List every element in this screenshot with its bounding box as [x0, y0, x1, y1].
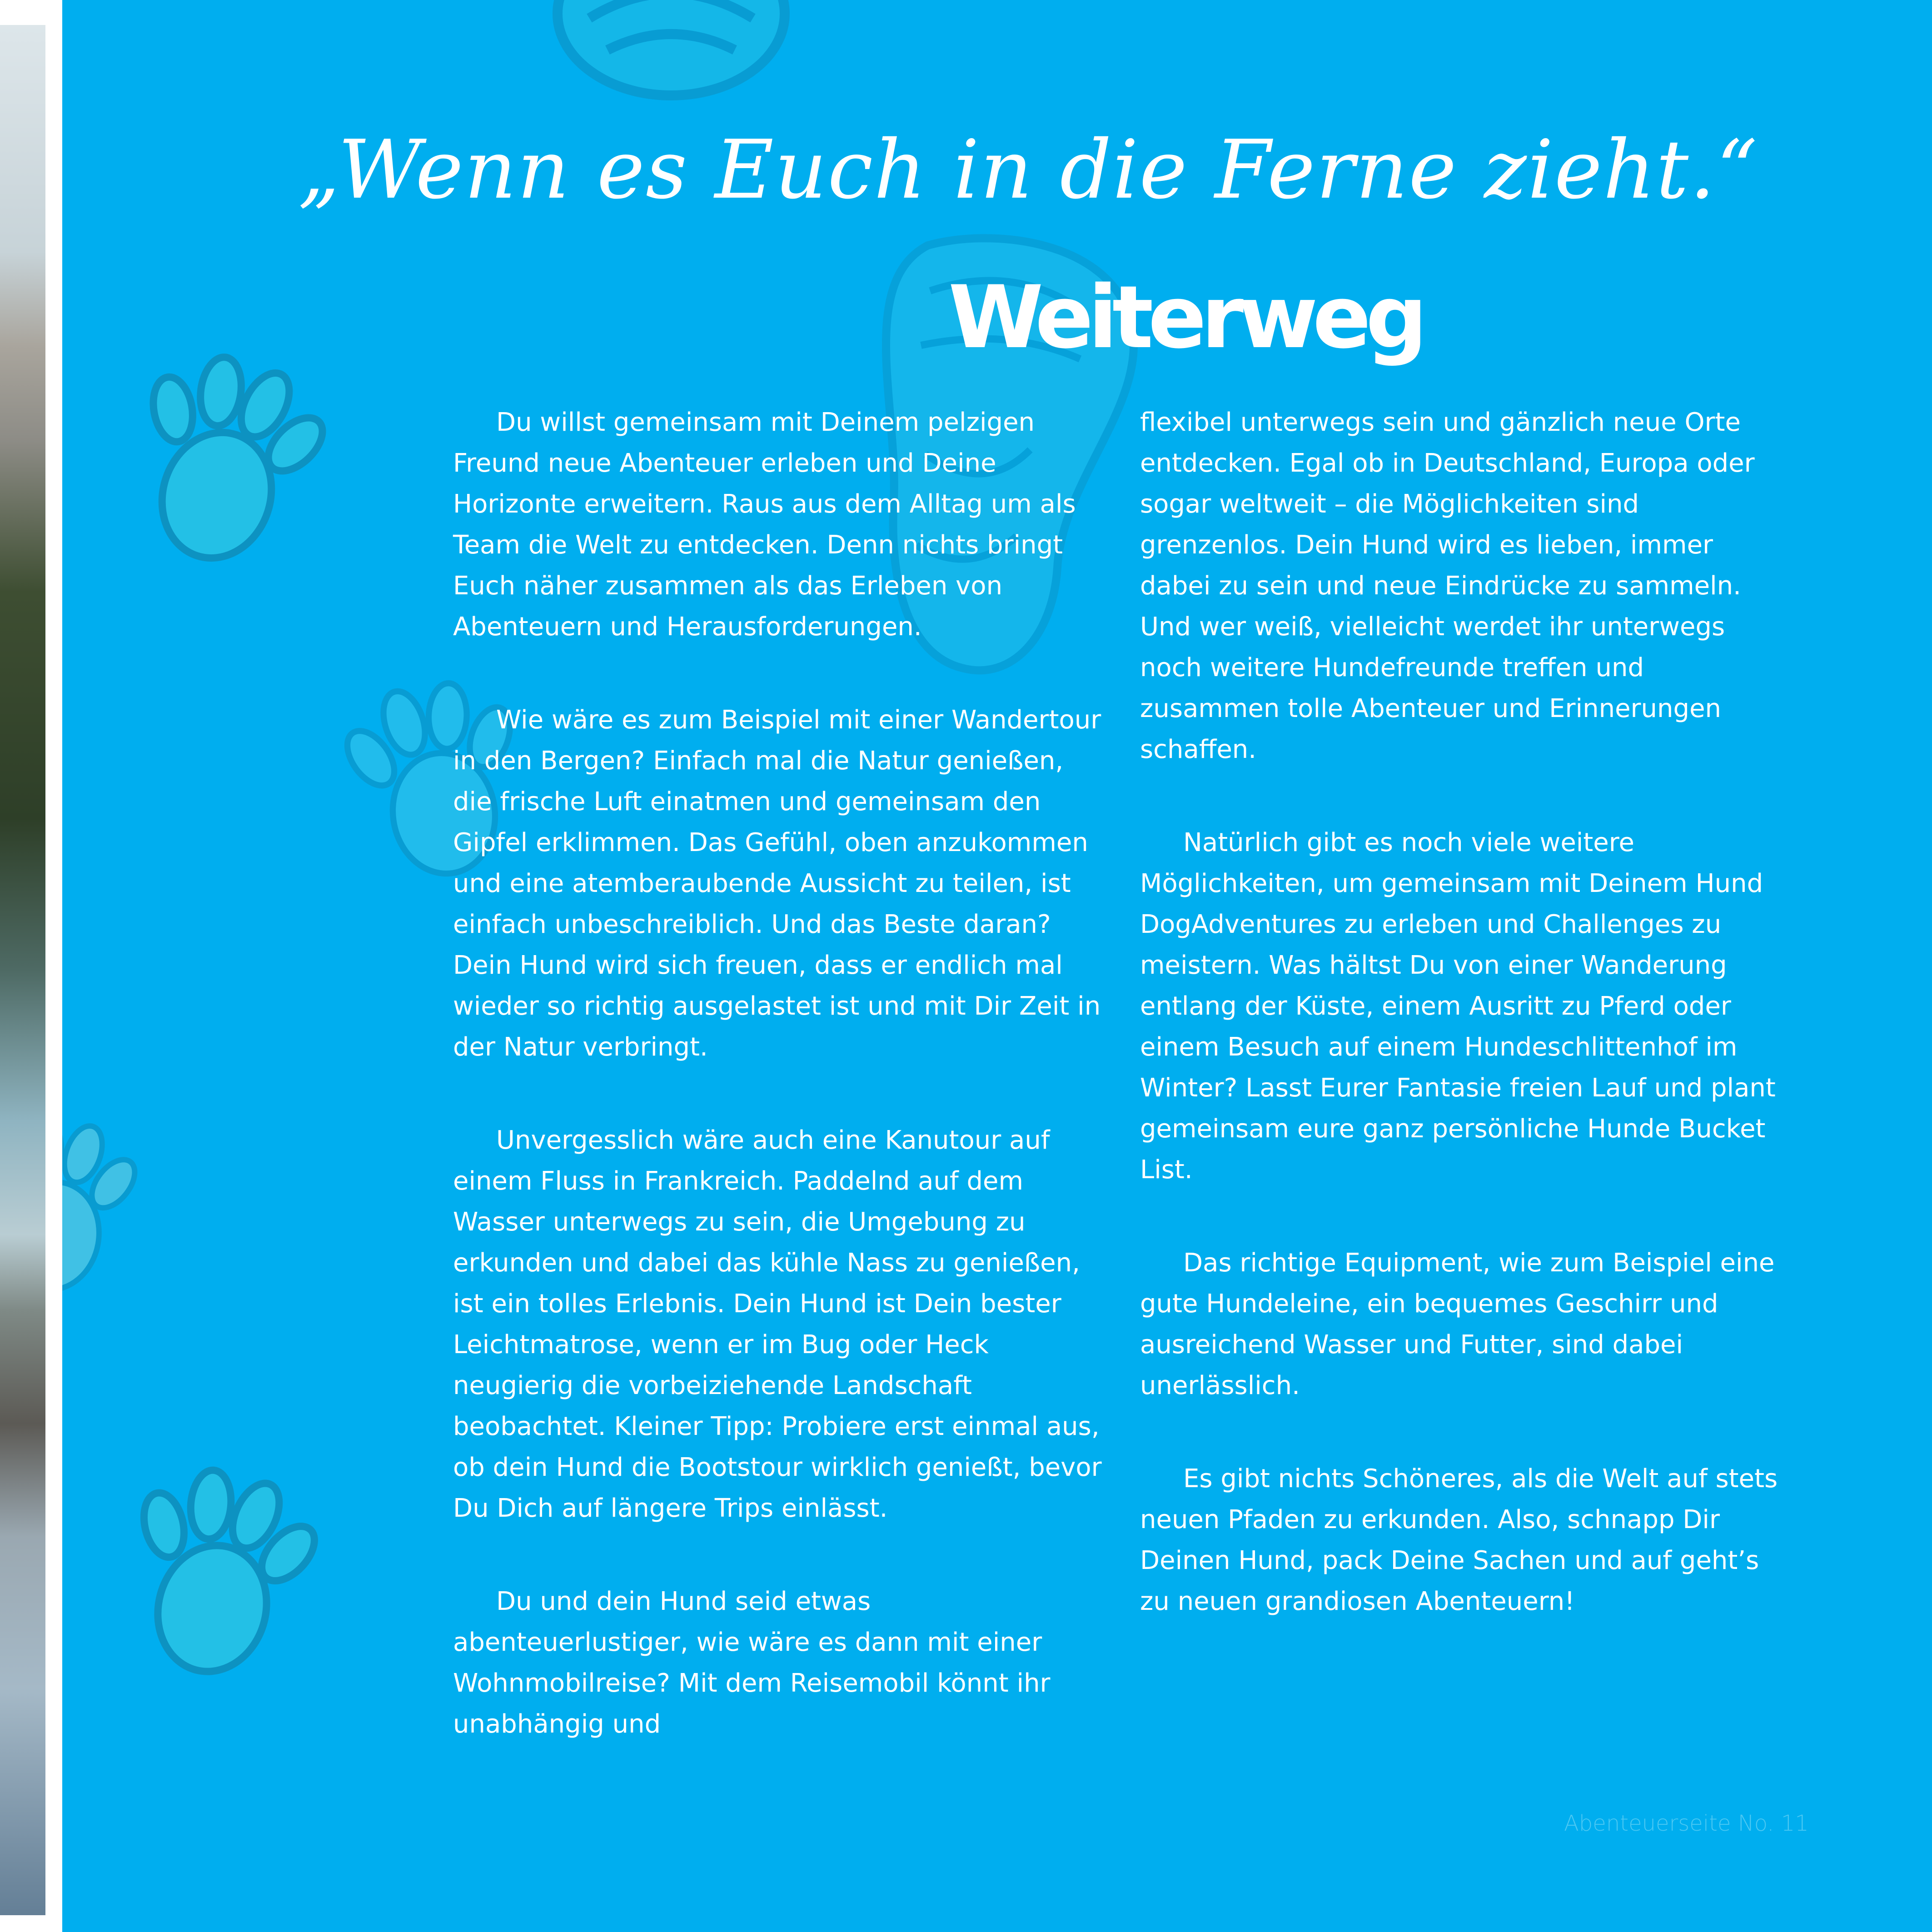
page-title: „Wenn es Euch in die Ferne zieht.“	[298, 123, 1758, 217]
paw-print-icon	[102, 333, 346, 584]
paragraph: Du und dein Hund seid etwas abenteuerlustiger, wie wäre es dann mit einer Wohnmobilreise? Mit dem Reisemobil könnt ihr unabhängig und	[453, 1587, 1051, 1739]
paragraph: Natürlich gibt es noch viele weitere Möglichkeiten, um gemeinsam mit Deinem Hund DogAdventures zu erleben und Challenges zu meistern. Was hältst Du von einer Wanderung entlang der Küste, einem Ausritt zu Pferd oder einem Besuch auf einem Hundeschlittenhof im Winter? Lasst Eurer Fantasie freien Lauf und plant gemeinsam eure ganz persönliche Hunde Bucket List.	[1140, 828, 1776, 1185]
paragraph: flexibel unterwegs sein und gänzlich neue Orte entdecken. Egal ob in Deutschland, Europa oder sogar weltweit – die Möglichkeiten sind grenzenlos. Dein Hund wird es lieben, immer dabei zu sein und neue Eindrücke zu sammeln. Und wer weiß, vielleicht werdet ihr unterwegs noch weitere Hundefreunde treffen und zusammen tolle Abenteuer und Erinnerungen schaffen.	[1140, 408, 1755, 764]
page-number-label: Abenteuerseite No. 11	[1564, 1811, 1809, 1836]
paragraph: Das richtige Equipment, wie zum Beispiel eine gute Hundeleine, ein bequemes Geschirr und ausreichend Wasser und Futter, sind dabei unerlässlich.	[1140, 1248, 1775, 1400]
text-column-left	[453, 402, 1107, 1797]
paragraph: Unvergesslich wäre auch eine Kanutour auf einem Fluss in Frankreich. Paddelnd auf dem Wasser unterwegs zu sein, die Umgebung zu erkunden und dabei das kühle Nass zu genießen, ist ein tolles Erlebnis. Dein Hund ist Dein bester Leichtmatrose, wenn er im Bug oder Heck neugierig die vorbeiziehende Landschaft beobachtet. Kleiner Tipp: Probiere erst einmal aus, ob dein Hund die Bootstour wirklich genießt, bevor Du Dich auf längere Trips einlässt.	[453, 1125, 1102, 1523]
paragraph: Wie wäre es zum Beispiel mit einer Wandertour in den Bergen? Einfach mal die Natur genießen, die frische Luft einatmen und gemeinsam den Gipfel erklimmen. Das Gefühl, oben anzukommen und eine atemberaubende Aussicht zu teilen, ist einfach unbeschreiblich. Und das Beste daran? Dein Hund wird sich freuen, dass er endlich mal wieder so richtig ausgelastet ist und mit Dir Zeit in der Natur verbringt.	[453, 705, 1101, 1062]
text-column-right	[1140, 402, 1790, 1674]
paragraph: Du willst gemeinsam mit Deinem pelzigen Freund neue Abenteuer erleben und Deine Horizonte erweitern. Raus aus dem Alltag um als Team die Welt zu entdecken. Denn nichts bringt Euch näher zusammen als das Erleben von Abenteuern und Herausforderungen.	[453, 408, 1076, 642]
page-subtitle: Weiterweg	[948, 267, 1422, 368]
paw-print-icon	[62, 1105, 150, 1303]
photo-strip	[0, 25, 45, 1915]
paw-print-icon	[99, 1449, 336, 1694]
paragraph: Es gibt nichts Schöneres, als die Welt auf stets neuen Pfaden zu erkunden. Also, schnapp Dir Deinen Hund, pack Deine Sachen und auf geht’s zu neuen grandiosen Abenteuern!	[1140, 1464, 1778, 1616]
magazine-page	[62, 0, 1932, 1932]
shoe-print-icon	[558, 0, 785, 95]
